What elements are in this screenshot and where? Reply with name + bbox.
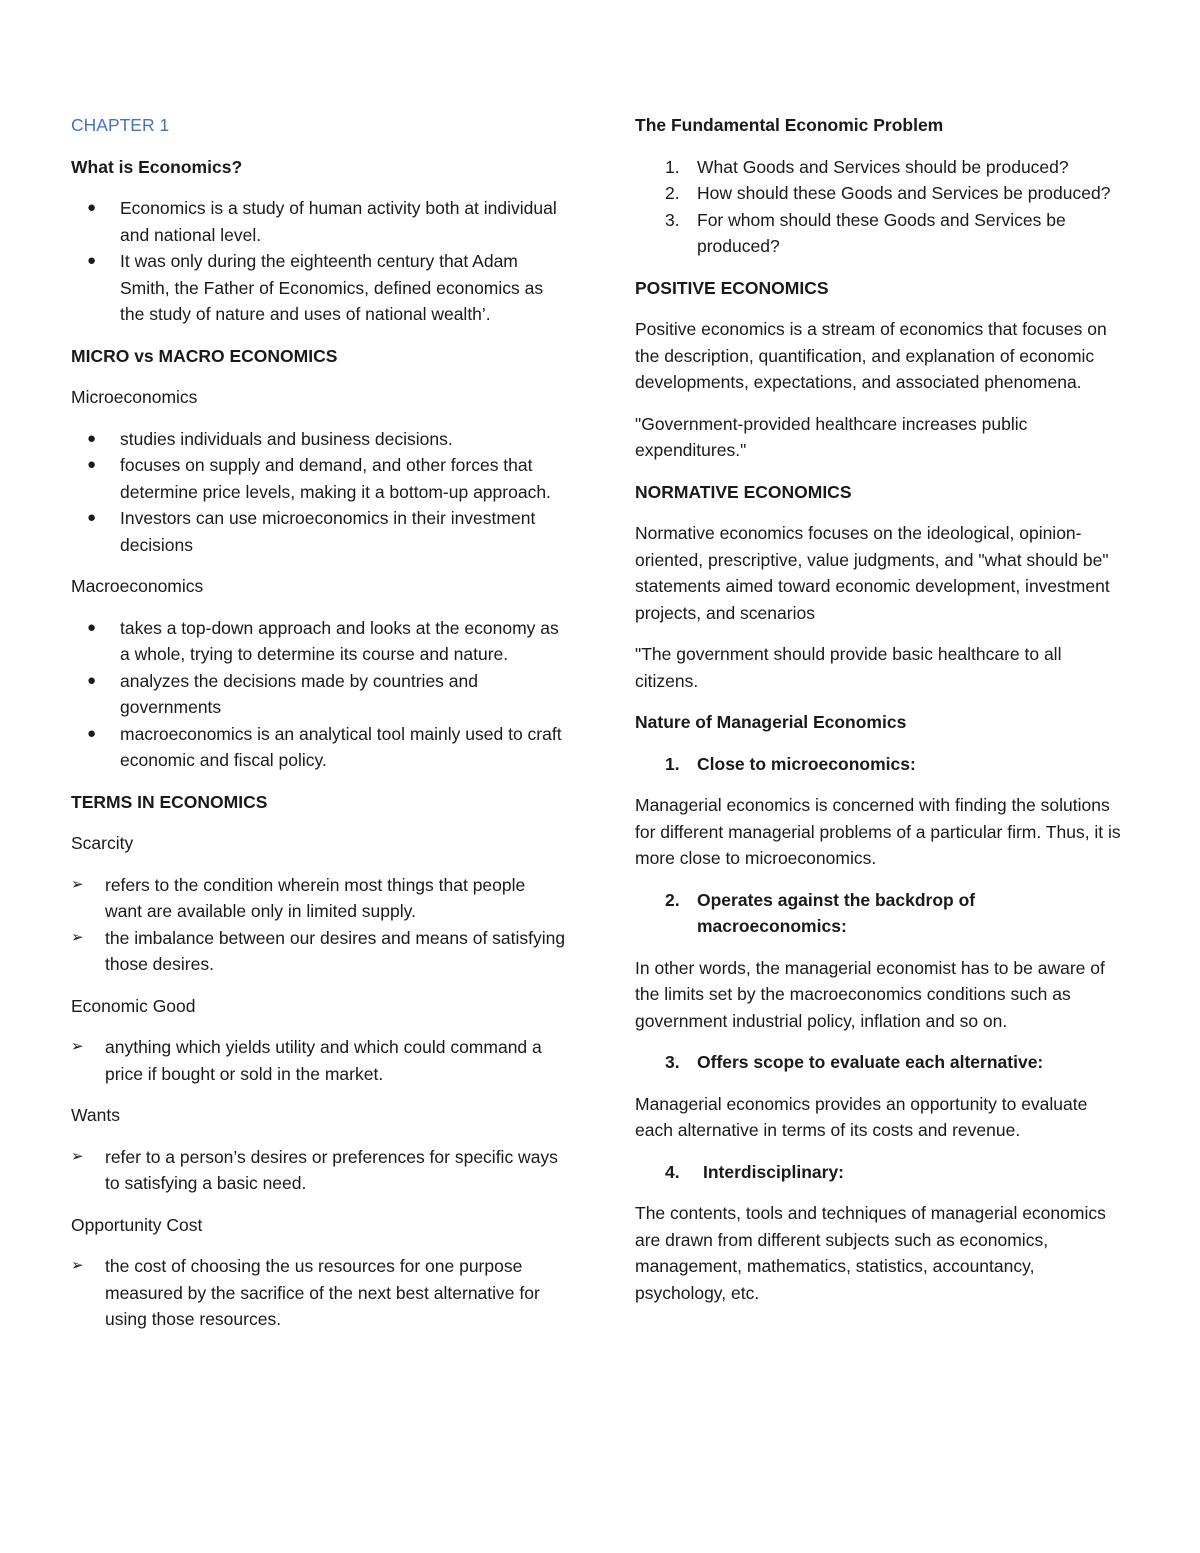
bullet-icon: ● [87, 456, 97, 473]
fundamental-problem-heading: The Fundamental Economic Problem [635, 115, 944, 135]
list-item: ● focuses on supply and demand, and other forces that determine price levels, making it a bottom-up approach. [71, 452, 566, 505]
positive-economics-heading: POSITIVE ECONOMICS [635, 277, 829, 298]
opportunity-cost-list [71, 1253, 566, 1333]
list-item: ➢ refer to a person’s desires or preferences for specific ways to satisfying a basic need. [71, 1144, 566, 1197]
nature-item-text: Managerial economics provides an opportunity to evaluate each alternative in terms of its costs and revenue. [635, 1093, 1088, 1140]
economic-good-list [71, 1034, 566, 1087]
bullet-icon: ● [87, 199, 97, 216]
positive-economics-text: Positive economics is a stream of economics that focuses on the description, quantification, and explanation of economic developments, expectations, and associated phenomena. [635, 319, 1107, 392]
macroeconomics-heading: Macroeconomics [71, 576, 204, 596]
nature-item-title: 2. Operates against the backdrop of macroeconomics: [665, 889, 976, 936]
list-item: ➢ the imbalance between our desires and means of satisfying those desires. [71, 925, 566, 978]
bullet-icon: ● [87, 724, 97, 742]
arrow-bullet-icon: ➢ [71, 928, 84, 946]
list-item: ● Economics is a study of human activity both at individual and national level. [71, 195, 566, 248]
nature-item-title: 1. Close to microeconomics: [665, 753, 916, 774]
arrow-bullet-icon: ➢ [71, 875, 84, 893]
nature-item-text: In other words, the managerial economist has to be aware of the limits set by the macroeconomics conditions such as government industrial policy, inflation and so on. [635, 957, 1105, 1031]
list-item: ● studies individuals and business decisions. [71, 426, 566, 453]
macroeconomics-list [71, 615, 566, 774]
arrow-bullet-icon: ➢ [71, 1257, 84, 1274]
positive-economics-example: "Government-provided healthcare increases public expenditures." [635, 413, 1028, 460]
normative-economics-heading: NORMATIVE ECONOMICS [635, 481, 852, 502]
list-item: ● It was only during the eighteenth century that Adam Smith, the Father of Economics, defined economics as the study of nature and uses of national wealth’. [71, 248, 566, 328]
arrow-bullet-icon: ➢ [71, 1147, 84, 1165]
nature-item-text: Managerial economics is concerned with finding the solutions for different managerial problems of a particular firm. Thus, it is more close to microeconomics. [635, 795, 1121, 868]
wants-list [71, 1144, 566, 1197]
terms-heading: TERMS IN ECONOMICS [71, 791, 268, 812]
scarcity-heading: Scarcity [71, 833, 134, 853]
bullet-icon: ● [87, 252, 97, 269]
economic-good-heading: Economic Good [71, 995, 196, 1016]
list-item: ● takes a top-down approach and looks at the economy as a whole, trying to determine its course and nature. [71, 615, 566, 668]
opportunity-cost-heading: Opportunity Cost [71, 1214, 203, 1235]
list-item: ● analyzes the decisions made by countries and governments [71, 668, 566, 721]
list-item: ● Investors can use microeconomics in their investment decisions [71, 505, 566, 558]
list-item: ➢ refers to the condition wherein most things that people want are available only in limited supply. [71, 872, 566, 925]
list-item: 2. How should these Goods and Services be produced? [665, 183, 1111, 203]
right-column [635, 112, 1125, 1321]
what-is-economics-heading: What is Economics? [71, 156, 243, 177]
microeconomics-heading: Microeconomics [71, 387, 198, 407]
list-item: 3. For whom should these Goods and Services be produced? [665, 209, 1066, 256]
wants-heading: Wants [71, 1105, 120, 1125]
left-column [71, 112, 566, 1348]
list-item: 1. What Goods and Services should be produced? [665, 156, 1069, 177]
bullet-icon: ● [87, 429, 97, 447]
nature-item-title: 3. Offers scope to evaluate each alternative: [665, 1052, 1044, 1072]
list-item: ➢ anything which yields utility and which could command a price if bought or sold in the market. [71, 1034, 566, 1087]
list-item: ● macroeconomics is an analytical tool mainly used to craft economic and fiscal policy. [71, 721, 566, 774]
normative-economics-text: Normative economics focuses on the ideological, opinion-oriented, prescriptive, value judgments, and "what should be" statements aimed toward economic development, investment projects, and scenarios [635, 523, 1110, 623]
micro-macro-heading: MICRO vs MACRO ECONOMICS [71, 345, 338, 366]
what-is-economics-list [71, 195, 566, 328]
scarcity-list [71, 872, 566, 978]
nature-item-text: The contents, tools and techniques of managerial economics are drawn from different subjects such as economics, management, mathematics, statistics, accountancy, psychology, etc. [635, 1203, 1106, 1303]
bullet-icon: ● [87, 618, 97, 636]
nature-heading: Nature of Managerial Economics [635, 712, 907, 732]
fundamental-problem-list [635, 154, 1125, 260]
bullet-icon: ● [87, 671, 97, 689]
microeconomics-list [71, 426, 566, 559]
bullet-icon: ● [87, 509, 97, 526]
arrow-bullet-icon: ➢ [71, 1038, 84, 1055]
nature-item-title: 4. Interdisciplinary: [665, 1161, 845, 1182]
normative-economics-example: "The government should provide basic healthcare to all citizens. [635, 644, 1062, 691]
chapter-title: CHAPTER 1 [71, 115, 170, 135]
list-item: ➢ the cost of choosing the us resources for one purpose measured by the sacrifice of the next best alternative for using those resources. [71, 1253, 566, 1333]
